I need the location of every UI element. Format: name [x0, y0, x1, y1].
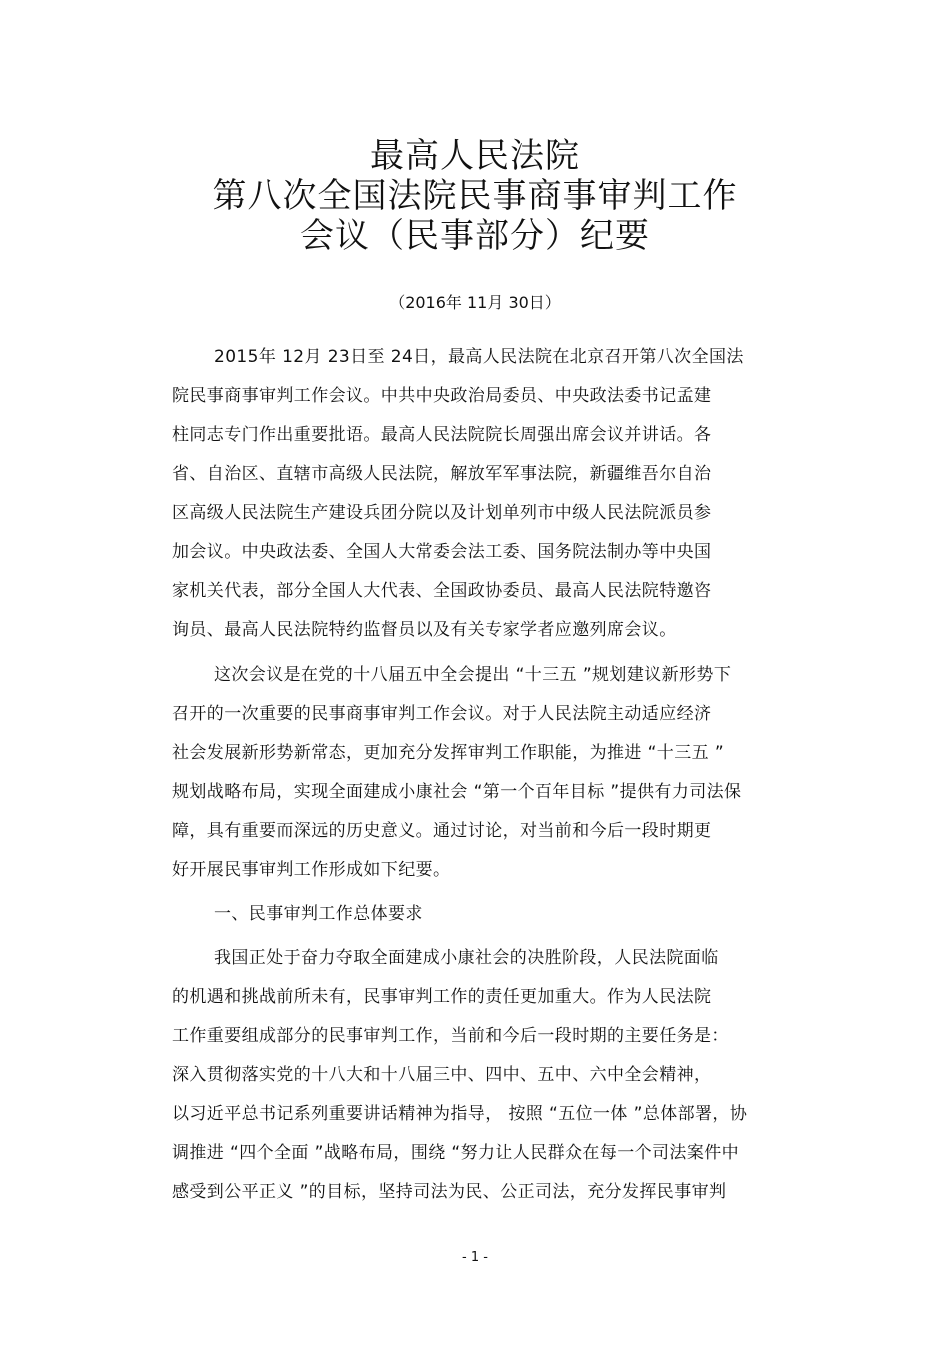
body-line: 感受到公平正义 ”的目标，坚持司法为民、公正司法，充分发挥民事审判: [172, 1182, 727, 1202]
title-line-2: 第八次全国法院民事商事审判工作: [212, 176, 738, 216]
body-line: 这次会议是在党的十八届五中全会提出 “十三五 ”规划建议新形势下: [214, 665, 732, 685]
body-line: 的机遇和挑战前所未有，民事审判工作的责任更加重大。作为人民法院: [172, 987, 712, 1007]
body-line: 障，具有重要而深远的历史意义。通过讨论，对当前和今后一段时期更: [172, 821, 712, 841]
body-line: 2015年 12月 23日至 24日，最高人民法院在北京召开第八次全国法: [214, 347, 744, 367]
body-line: 社会发展新形势新常态，更加充分发挥审判工作职能，为推进 “十三五 ”: [172, 743, 725, 763]
body-line: 加会议。中央政法委、全国人大常委会法工委、国务院法制办等中央国: [172, 542, 712, 562]
body-line: 以习近平总书记系列重要讲话精神为指导， 按照 “五位一体 ”总体部署，协: [172, 1104, 748, 1124]
body-line: 院民事商事审判工作会议。中共中央政治局委员、中央政法委书记孟建: [172, 386, 712, 406]
body-line: 询员、最高人民法院特约监督员以及有关专家学者应邀列席会议。: [172, 620, 677, 640]
body-line: 我国正处于奋力夺取全面建成小康社会的决胜阶段，人民法院面临: [214, 948, 719, 968]
title-line-3: 会议（民事部分）纪要: [300, 216, 650, 256]
body-line: 调推进 “四个全面 ”战略布局，围绕 “努力让人民群众在每一个司法案件中: [172, 1143, 740, 1163]
body-line: 规划战略布局，实现全面建成小康社会 “第一个百年目标 ”提供有力司法保: [172, 782, 742, 802]
body-line: 省、自治区、直辖市高级人民法院，解放军军事法院，新疆维吾尔自治: [172, 464, 712, 484]
body-line: 柱同志专门作出重要批语。最高人民法院院长周强出席会议并讲话。各: [172, 425, 712, 445]
body-line: 区高级人民法院生产建设兵团分院以及计划单列市中级人民法院派员参: [172, 503, 712, 523]
body-line: 深入贯彻落实党的十八大和十八届三中、四中、五中、六中全会精神，: [172, 1065, 712, 1085]
body-line: 工作重要组成部分的民事审判工作，当前和今后一段时期的主要任务是：: [172, 1026, 729, 1046]
document-date: （2016年 11月 30日）: [389, 293, 561, 312]
body-line: 召开的一次重要的民事商事审判工作会议。对于人民法院主动适应经济: [172, 704, 712, 724]
section-heading: 一、民事审判工作总体要求: [214, 904, 423, 924]
body-line: 好开展民事审判工作形成如下纪要。: [172, 860, 451, 880]
page-number: - 1 -: [462, 1250, 488, 1265]
title-line-1: 最高人民法院: [370, 136, 580, 176]
body-line: 家机关代表，部分全国人大代表、全国政协委员、最高人民法院特邀咨: [172, 581, 712, 601]
